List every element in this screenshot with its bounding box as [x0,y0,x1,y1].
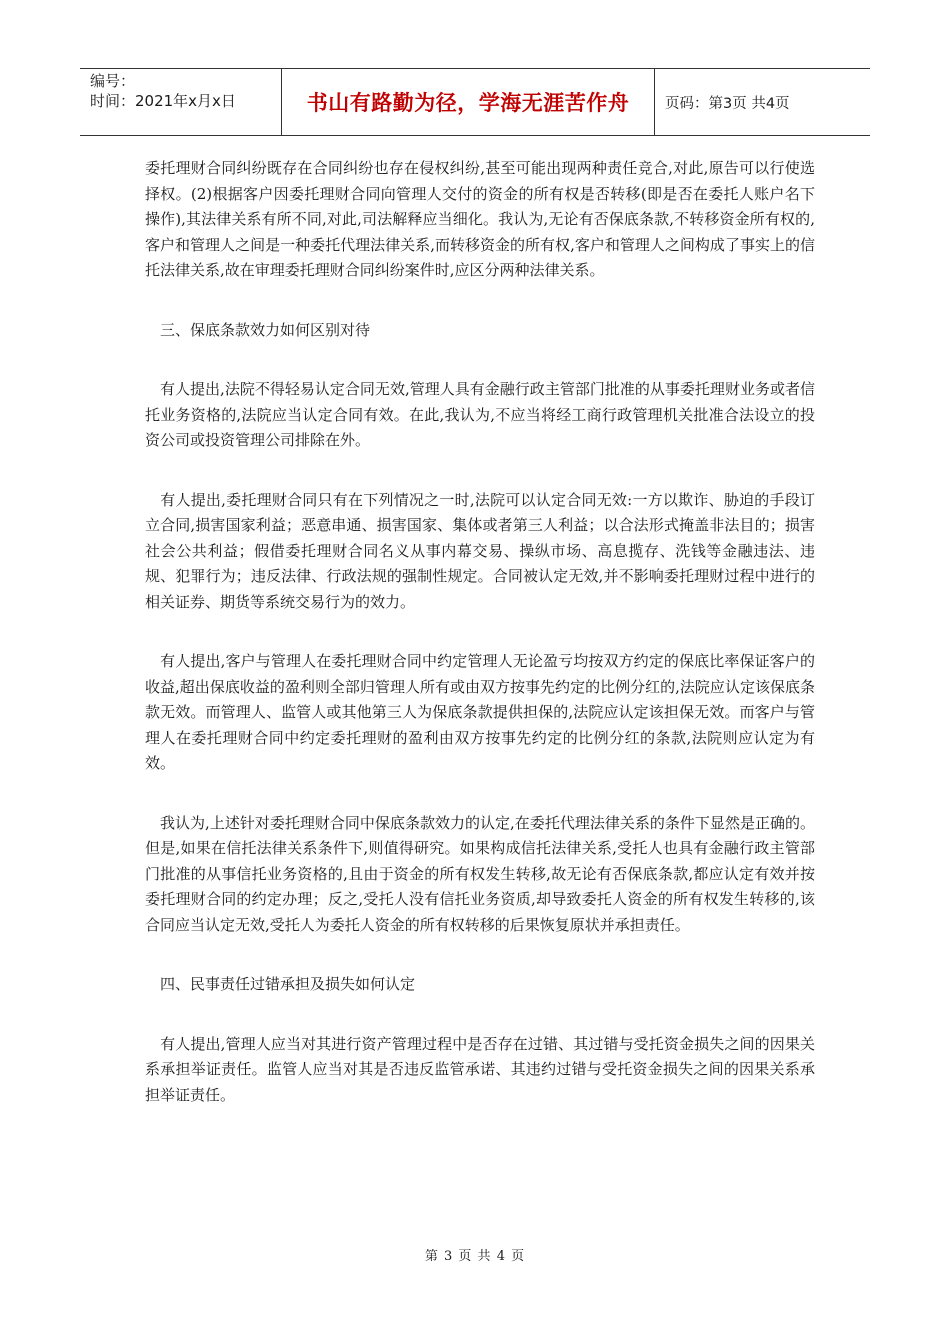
paragraph: 有人提出,委托理财合同只有在下列情况之一时,法院可以认定合同无效:一方以欺诈、胁迫的手段订立合同,损害国家利益；恶意串通、损害国家、集体或者第三人利益；以合法形式掩盖非法目的；损害社会公共利益；假借委托理财合同名义从事内幕交易、操纵市场、高息揽存、洗钱等金融违法、违规、犯罪行为；违反法律、行政法规的强制性规定。合同被认定无效,并不影响委托理财过程中进行的相关证券、期货等系统交易行为的效力。 [145,490,815,611]
document-time-label: 时间：2021年x月x日 [90,92,236,110]
page-footer: 第 3 页 共 4 页 [424,1249,526,1264]
section-heading: 三、保底条款效力如何区别对待 [145,320,371,339]
header-meta [80,69,282,135]
header-page-number: 页码：第3页 共4页 [665,95,790,112]
paragraph: 有人提出,客户与管理人在委托理财合同中约定管理人无论盈亏均按双方约定的保底比率保证客户的收益,超出保底收益的盈利则全部归管理人所有或由双方按事先约定的比例分红的,法院应认定该保底条款无效。而管理人、监管人或其他第三人为保底条款提供担保的,法院应认定该担保无效。而客户与管理人在委托理财合同中约定委托理财的盈利由双方按事先约定的比例分红的条款,法院则应认定为有效。 [145,652,815,772]
page-header [80,68,870,136]
paragraph: 有人提出,管理人应当对其进行资产管理过程中是否存在过错、其过错与受托资金损失之间的因果关系承担举证责任。监管人应当对其是否违反监管承诺、其违约过错与受托资金损失之间的因果关系承担举证责任。 [145,1034,815,1104]
paragraph: 有人提出,法院不得轻易认定合同无效,管理人具有金融行政主管部门批准的从事委托理财业务或者信托业务资格的,法院应当认定合同有效。在此,我认为,不应当将经工商行政管理机关批准合法设立的投资公司或投资管理公司排除在外。 [145,380,815,449]
document-body [145,156,815,1142]
paragraph: 我认为,上述针对委托理财合同中保底条款效力的认定,在委托代理法律关系的条件下显然是正确的。但是,如果在信托法律关系条件下,则值得研究。如果构成信托法律关系,受托人也具有金融行政主管部门批准的从事信托业务资格的,且由于资金的所有权发生转移,故无论有否保底条款,都应认定有效并按委托理财合同的约定办理；反之,受托人没有信托业务资质,却导致委托人资金的所有权发生转移的,该合同应当认定无效,受托人为委托人资金的所有权转移的后果恢复原状并承担责任。 [145,813,815,934]
paragraph: 委托理财合同纠纷既存在合同纠纷也存在侵权纠纷,甚至可能出现两种责任竞合,对此,原告可以行使选择权。(2)根据客户因委托理财合同向管理人交付的资金的所有权是否转移(即是否在委托人账户名下操作),其法律关系有所不同,对此,司法解释应当细化。我认为,无论有否保底条款,不转移资金所有权的,客户和管理人之间是一种委托代理法律关系,而转移资金的所有权,客户和管理人之间构成了事实上的信托法律关系,故在审理委托理财合同纠纷案件时,应区分两种法律关系。 [145,159,815,279]
header-motto: 书山有路勤为径，学海无涯苦作舟 [282,69,655,135]
section-heading: 四、民事责任过错承担及损失如何认定 [145,975,416,993]
document-number-label: 编号： [90,72,136,90]
